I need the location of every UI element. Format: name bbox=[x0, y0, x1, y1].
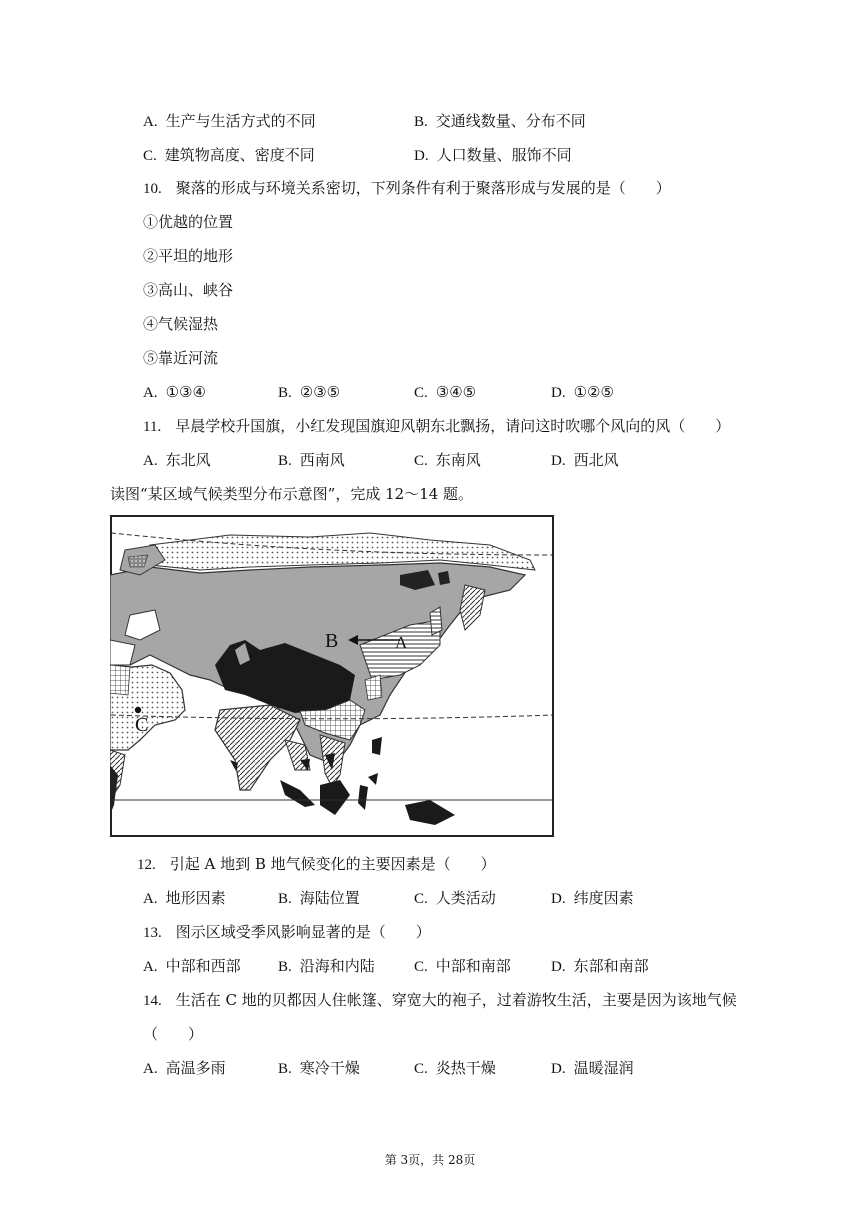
q11-option-a: A. 东北风 bbox=[143, 451, 211, 469]
q9-option-b: B. 交通线数量、分布不同 bbox=[414, 112, 586, 130]
q14-option-a: A. 高温多雨 bbox=[143, 1059, 226, 1077]
q13-stem: 13. 图示区域受季风影响显著的是（ ） bbox=[143, 923, 431, 941]
q10-option-a: A. ①③④ bbox=[143, 383, 206, 401]
q10-stem: 10. 聚落的形成与环境关系密切，下列条件有利于聚落形成与发展的是（ ） bbox=[143, 179, 671, 197]
q14-option-b: B. 寒冷干燥 bbox=[278, 1059, 360, 1077]
q10-option-d: D. ①②⑤ bbox=[551, 383, 614, 401]
q10-option-c: C. ③④⑤ bbox=[414, 383, 477, 401]
map-label-a: A bbox=[395, 633, 408, 652]
q10-item-4: ④气候湿热 bbox=[143, 315, 219, 333]
q14-option-d: D. 温暖湿润 bbox=[551, 1059, 634, 1077]
map-label-b: B bbox=[325, 630, 339, 652]
q12-option-a: A. 地形因素 bbox=[143, 889, 226, 907]
q10-option-b: B. ②③⑤ bbox=[278, 383, 341, 401]
q11-stem: 11. 早晨学校升国旗，小红发现国旗迎风朝东北飘扬，请问这时吹哪个风向的风（ ） bbox=[143, 417, 731, 435]
q13-option-b: B. 沿海和内陆 bbox=[278, 957, 375, 975]
q10-item-5: ⑤靠近河流 bbox=[143, 349, 219, 367]
q12-option-b: B. 海陆位置 bbox=[278, 889, 360, 907]
q9-option-c: C. 建筑物高度、密度不同 bbox=[143, 146, 315, 164]
q12-option-c: C. 人类活动 bbox=[414, 889, 496, 907]
location-c-marker bbox=[135, 707, 141, 713]
page-footer: 第 3页，共 28页 bbox=[384, 1153, 476, 1167]
q14-option-c: C. 炎热干燥 bbox=[414, 1059, 496, 1077]
q10-item-3: ③高山、峡谷 bbox=[143, 281, 234, 299]
q9-option-d: D. 人口数量、服饰不同 bbox=[414, 146, 572, 164]
q13-option-d: D. 东部和南部 bbox=[551, 957, 649, 975]
q14-stem: 14. 生活在 C 地的贝都因人住帐篷、穿宽大的袍子，过着游牧生活，主要是因为该地气候 bbox=[143, 991, 737, 1009]
q11-option-c: C. 东南风 bbox=[414, 451, 481, 469]
q12-option-d: D. 纬度因素 bbox=[551, 889, 634, 907]
q10-item-1: ①优越的位置 bbox=[143, 213, 234, 231]
q14-stem-bracket: （ ） bbox=[143, 1025, 204, 1043]
q13-option-a: A. 中部和西部 bbox=[143, 957, 241, 975]
climate-map-figure bbox=[110, 515, 554, 837]
q13-option-c: C. 中部和南部 bbox=[414, 957, 511, 975]
map-label-c: C bbox=[135, 714, 149, 736]
map-intro: 读图“某区域气候类型分布示意图”，完成 12～14 题。 bbox=[110, 485, 474, 503]
q11-option-d: D. 西北风 bbox=[551, 451, 619, 469]
q9-option-a: A. 生产与生活方式的不同 bbox=[143, 112, 316, 130]
q10-item-2: ②平坦的地形 bbox=[143, 247, 234, 265]
q11-option-b: B. 西南风 bbox=[278, 451, 345, 469]
q12-stem: 12. 引起 A 地到 B 地气候变化的主要因素是（ ） bbox=[137, 855, 496, 873]
